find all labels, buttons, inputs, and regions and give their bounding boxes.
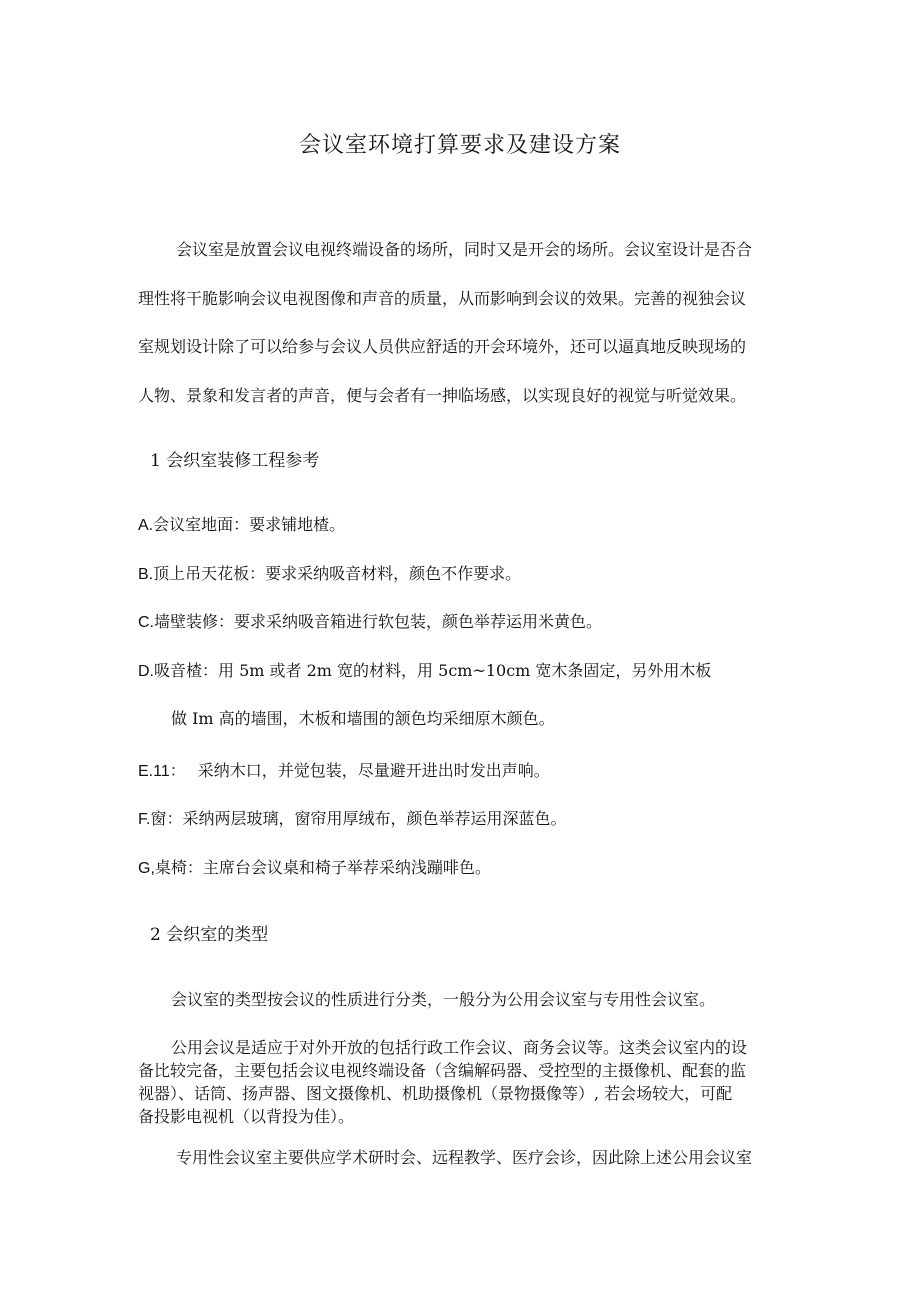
list-item xyxy=(138,512,345,535)
item-text: 吸音楂：用 5m 或者 2m 宽的材料，用 5cm~10cm 宽木条固定，另外用木板 xyxy=(154,661,712,680)
item-label: A. xyxy=(138,517,154,534)
list-item xyxy=(138,561,521,584)
item-text: 顶上吊天花板：要求采纳吸音材料，颜色不作要求。 xyxy=(153,564,522,583)
paragraph-line: 公用会议是适应于对外开放的包括行政工作会议、商务会议等。这类会议室内的设 xyxy=(171,1038,748,1057)
intro-paragraph xyxy=(138,226,788,420)
item-label: B. xyxy=(138,566,154,583)
item-label: G, xyxy=(138,860,155,877)
paragraph-line: 备比较完备，主要包括会议电视终端设备（含编解码器、受控型的主摄像机、配套的监 xyxy=(138,1061,747,1080)
paragraph-line: 视器）、话筒、扬声器、图文摄像机、机助摄像机（景物摄像等）, 若会场较大，可配 xyxy=(138,1084,733,1103)
section-heading-decoration: 1 会织室装修工程参考 xyxy=(150,451,320,471)
item-label: E.11： xyxy=(138,763,186,780)
item-text: 做 Im 高的墙围，木板和墙围的颔色均采细原木颜色。 xyxy=(171,709,555,728)
document-title: 会议室环境打算要求及建设方案 xyxy=(298,133,621,158)
paragraph-line: 备投影电视机（以背投为佳）。 xyxy=(138,1107,355,1126)
list-item xyxy=(138,806,566,829)
item-text: 窗：采纳两层玻璃，窗帘用厚绒布，颜色举荐运用深蓝色。 xyxy=(150,809,567,828)
item-text: 会议室地面：要求铺地楂。 xyxy=(153,515,346,534)
list-item xyxy=(138,855,491,878)
intro-line: 理性将干脆影响会议电视图像和声音的质量，从而影响到会议的效果。完善的视独会议 xyxy=(138,288,747,308)
item-label: D. xyxy=(138,663,154,680)
public-room-paragraph xyxy=(138,1036,788,1128)
types-paragraph: 会议室的类型按会议的性质进行分类，一般分为公用会议室与专用性会议室。 xyxy=(171,990,716,1009)
intro-line: 人物、景象和发言者的声音，便与会者有一抻临场感，以实现良好的视觉与听觉效果。 xyxy=(138,385,747,405)
item-text: 采纳木口，并觉包装，尽量避开进出时发出声响。 xyxy=(197,761,550,780)
item-text: 墙壁装修：要求采纳吸音箱进行软包装，颜色举荐运用米黄色。 xyxy=(154,612,603,631)
intro-line: 会议室是放置会议电视终端设备的场所，同时又是开会的场所。会议室设计是否合 xyxy=(176,240,753,259)
list-item xyxy=(138,758,550,781)
list-item-continuation xyxy=(171,706,555,729)
item-label: F. xyxy=(138,811,151,828)
intro-line: 室规划设计除了可以给参与会议人员供应舒适的开会环境外，还可以逼真地反映现场的 xyxy=(138,337,747,356)
section-heading-types: 2 会织室的类型 xyxy=(150,925,269,945)
list-item xyxy=(138,609,602,632)
dedicated-room-paragraph: 专用性会议室主要供应学术研时会、远程教学、医疗会诊，因此除上述公用会议室 xyxy=(176,1148,753,1167)
item-label: C. xyxy=(138,614,154,631)
item-text: 桌椅：主席台会议桌和椅子举荐采纳浅蹦啡色。 xyxy=(154,858,491,877)
list-item xyxy=(138,658,711,681)
